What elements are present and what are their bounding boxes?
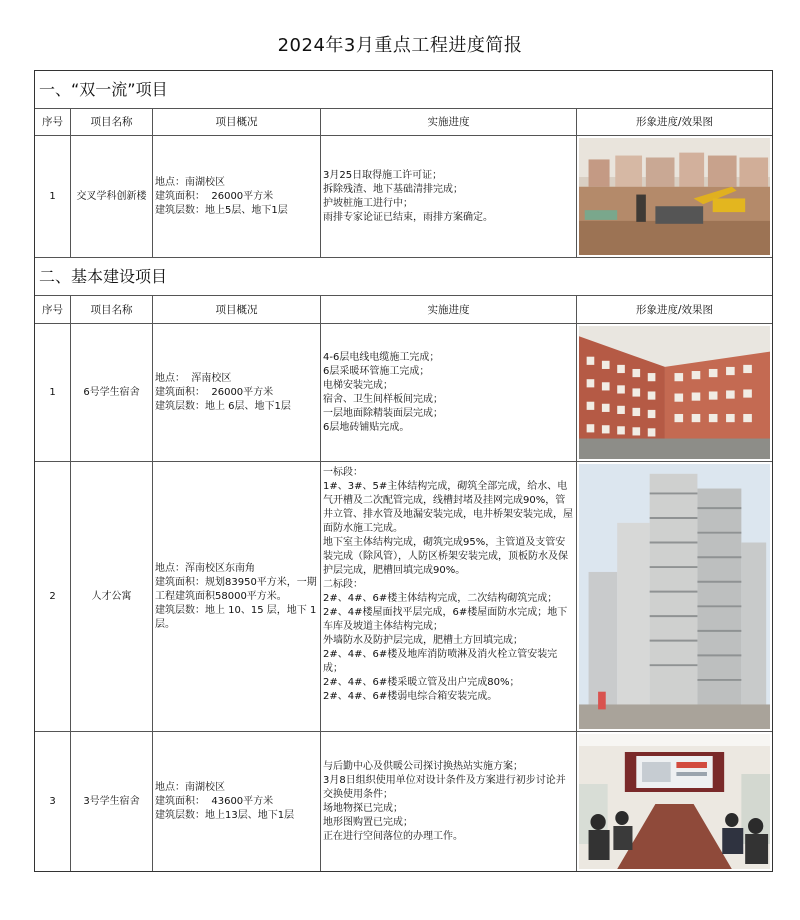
section-heading-basic-construction: 二、基本建设项目 (35, 258, 772, 296)
overview-line: 建筑层数：地上13层、地下1层 (155, 809, 295, 821)
progress-line: 与后勤中心及供暖公司探讨换热站实施方案； (323, 760, 523, 772)
progress-line: 电梯安装完成； (323, 379, 393, 391)
progress-line: 6层地砖铺贴完成。 (323, 421, 410, 433)
overview-line: 建筑面积： 26000平方米 (155, 190, 274, 202)
progress-line: 2#、4#、6#楼弱电综合箱安装完成。 (323, 691, 498, 702)
row-index: 1 (35, 324, 71, 461)
row-overview (153, 732, 321, 871)
progress-line: 地下室主体结构完成，砌筑完成95%，主管道及支管安装完成（除风管），人防区桥架安装完成，顶板防水及保护层完成，肥槽回填完成90%。 (323, 537, 568, 576)
overview-line: 建筑层数：地上 6层、地下1层 (155, 400, 291, 412)
meeting-room-photo (579, 734, 770, 869)
row-progress (321, 324, 577, 461)
progress-line: 宿舍、卫生间样板间完成； (323, 393, 443, 405)
progress-line: 2#、4#、6#楼主体结构完成，二次结构砌筑完成； (323, 593, 558, 604)
progress-line: 1#、3#、5#主体结构完成，砌筑全部完成，给水、电气开槽及二次配管完成，线槽封堵及挂网完成90%，管井立管、排水管及地漏安装完成，电井桥架安装完成，屋面防水施工完成。 (323, 481, 573, 534)
row-progress (321, 462, 577, 731)
header-overview: 项目概况 (153, 109, 321, 135)
overview-line: 地点：浑南校区东南角 (155, 562, 255, 574)
row-image-cell (577, 462, 772, 731)
row-image-cell (577, 732, 772, 871)
progress-line: 6层采暖环管施工完成； (323, 365, 430, 377)
table-header-row (35, 109, 772, 136)
header-progress: 实施进度 (321, 296, 577, 323)
header-name: 项目名称 (71, 296, 153, 323)
row-project-name: 交叉学科创新楼 (71, 136, 153, 257)
overview-line: 建筑面积： 43600平方米 (155, 795, 274, 807)
table-row (35, 462, 772, 732)
header-image: 形象进度/效果图 (635, 303, 714, 316)
header-overview: 项目概况 (153, 296, 321, 323)
progress-line: 3月8日组织使用单位对设计条件及方案进行初步讨论并交换使用条件； (323, 774, 566, 800)
progress-line: 外墙防水及防护层完成，肥槽土方回填完成； (323, 635, 523, 646)
progress-line: 3月25日取得施工许可证； (323, 169, 443, 181)
progress-line: 2#、4#、6#楼采暖立管及出户完成80%； (323, 677, 520, 688)
header-image: 形象进度/效果图 (635, 116, 714, 128)
row-project-name: 人才公寓 (71, 462, 153, 731)
table-row (35, 324, 772, 462)
report-table (34, 70, 773, 872)
row-image-cell (577, 324, 772, 461)
progress-line: 雨排专家论证已结束，雨排方案确定。 (323, 211, 493, 223)
row-overview (153, 462, 321, 731)
high-rise-apartments-photo (579, 464, 770, 729)
overview-line: 建筑层数：地上 10、15 层，地下 1层。 (155, 604, 317, 630)
row-index: 3 (35, 732, 71, 871)
progress-line: 正在进行空间落位的办理工作。 (323, 830, 463, 842)
row-overview (153, 136, 321, 257)
progress-line: 二标段： (323, 579, 363, 590)
row-project-name: 3号学生宿舍 (71, 732, 153, 871)
row-project-name: 6号学生宿舍 (71, 324, 153, 461)
header-progress: 实施进度 (321, 109, 577, 135)
overview-line: 地点：南湖校区 (155, 176, 225, 188)
overview-line: 建筑面积： 26000平方米 (155, 386, 274, 398)
header-index: 序号 (35, 109, 71, 135)
progress-line: 2#、4#楼屋面找平层完成，6#楼屋面防水完成；地下车库及坡道主体结构完成； (323, 607, 568, 632)
row-progress (321, 136, 577, 257)
progress-line: 一标段： (323, 467, 363, 478)
row-index: 1 (35, 136, 71, 257)
progress-line: 地形图购置已完成； (323, 816, 413, 828)
table-row (35, 136, 772, 258)
progress-line: 场地物探已完成； (323, 802, 403, 814)
construction-site-photo (579, 138, 770, 255)
page-title: 2024年3月重点工程进度简报 (277, 35, 523, 56)
row-index: 2 (35, 462, 71, 731)
row-image-cell (577, 136, 772, 257)
progress-line: 拆除残渣、地下基础清排完成； (323, 183, 463, 195)
progress-line: 2#、4#、6#楼及地库消防喷淋及消火栓立管安装完成； (323, 649, 558, 674)
overview-line: 建筑面积：规划83950平方米，一期工程建筑面积58000平方米。 (155, 576, 317, 602)
row-progress (321, 732, 577, 871)
section-heading-double-first-class: 一、“双一流”项目 (35, 71, 772, 109)
table-row (35, 732, 772, 871)
progress-line: 4-6层电线电缆施工完成； (323, 351, 440, 363)
table-header-row (35, 296, 772, 324)
progress-line: 一层地面除精装面层完成； (323, 407, 443, 419)
header-index: 序号 (35, 296, 71, 323)
overview-line: 建筑层数：地上5层、地下1层 (155, 204, 288, 216)
header-name: 项目名称 (71, 109, 153, 135)
progress-line: 护坡桩施工进行中； (323, 197, 413, 209)
row-overview (153, 324, 321, 461)
overview-line: 地点： 浑南校区 (155, 372, 232, 384)
overview-line: 地点：南湖校区 (155, 781, 225, 793)
dormitory-building-photo (579, 326, 770, 459)
